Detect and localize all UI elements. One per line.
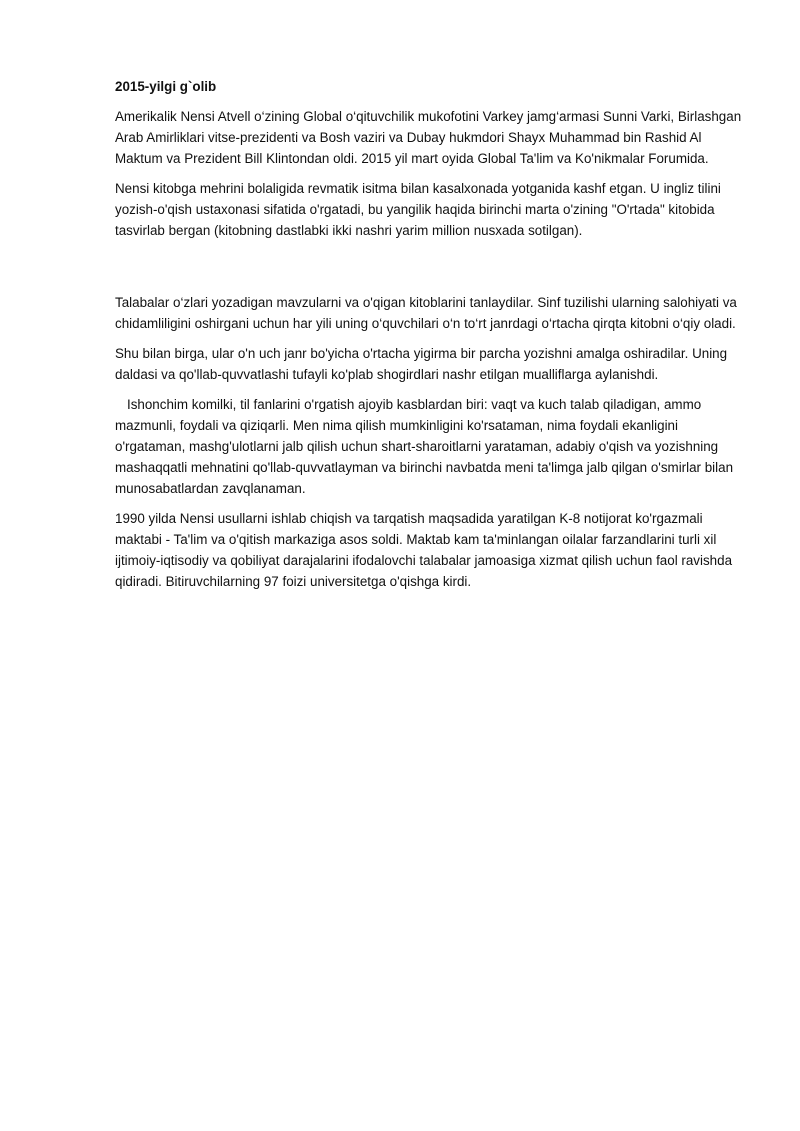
paragraph-quote: Ishonchim komilki, til fanlarini o'rgatish ajoyib kasblardan biri: vaqt va kuch talab qiladigan, ammo mazmunli, foydali va qiziqarli. Men nima qilish mumkinligini ko'rsataman, nima foydali ekanligini o'rgataman, mashg'ulotlarni jalb qilish uchun shart-sharoitlarni yarataman, adabiy o'qish va yozishning mashaqqatli mehnatini qo'llab-quvvatlayman va birinchi navbatda meni ta'limga jalb qilgan o'smirlar bilan munosabatlardan zavqlanaman. [115,397,734,496]
document-page [115,76,743,601]
paragraph-background: Nensi kitobga mehrini bolaligida revmatik isitma bilan kasalxonada yotganida kashf etgan. U ingliz tilini yozish-o'qish ustaxonasi sifatida o'rgatadi, bu yangilik haqida birinchi marta o'zining "O'rtada" kitobida tasvirlab bergan (kitobning dastlabki ikki nashri yarim million nusxada sotilgan). [115,181,721,238]
document-title: 2015-yilgi g`olib [115,79,217,94]
paragraph-students-reading: Talabalar o‘zlari yozadigan mavzularni va o'qigan kitoblarini tanlaydilar. Sinf tuzilishi ularning salohiyati va chidamliligini oshirgani uchun har yili uning o‘quvchilari o‘n to‘rt janrdagi o‘rtacha qirqta kitobni o‘qiy oladi. [115,295,737,331]
paragraph-school: 1990 yilda Nensi usullarni ishlab chiqish va tarqatish maqsadida yaratilgan K-8 notijorat ko'rgazmali maktabi - Ta'lim va o'qitish markaziga asos soldi. Maktab kam ta'minlangan oilalar farzandlarini turli xil ijtimoiy-iqtisodiy va qobiliyat darajalarini ifodalovchi talabalar jamoasiga xizmat qilish uchun faol ravishda qidiradi. Bitiruvchilarning 97 foizi universitetga o'qishga kirdi. [115,511,733,589]
paragraph-award: Amerikalik Nensi Atvell o‘zining Global o‘qituvchilik mukofotini Varkey jamg‘armasi Sunni Varki, Birlashgan Arab Amirliklari vitse-prezidenti va Bosh vaziri va Dubay hukmdori Shayx Muhammad bin Rashid Al Maktum va Prezident Bill Klintondan oldi. 2015 yil mart oyida Global Ta'lim va Ko'nikmalar Forumida. [115,109,742,166]
blank-space [115,250,743,292]
paragraph-students-writing: Shu bilan birga, ular o'n uch janr bo'yicha o'rtacha yigirma bir parcha yozishni amalga oshiradilar. Uning daldasi va qo'llab-quvvatlashi tufayli ko'plab shogirdlari nashr etilgan mualliflarga aylanishdi. [115,346,728,382]
